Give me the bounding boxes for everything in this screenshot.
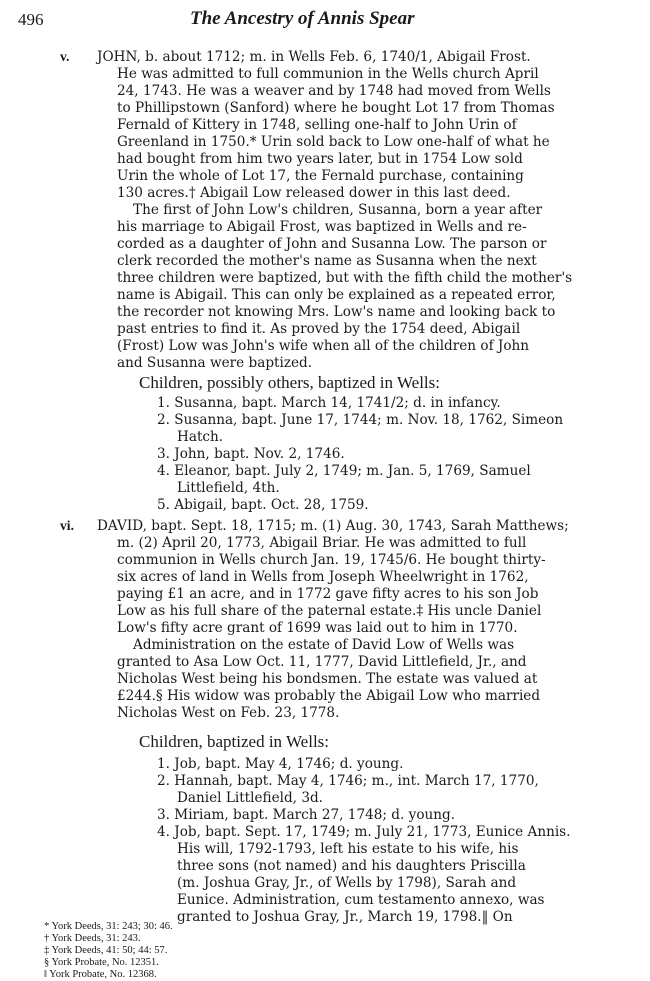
text-line: name is Abigail. This can only be explained as a repeated error, bbox=[117, 287, 556, 303]
list-item: 5. Abigail, bapt. Oct. 28, 1759. bbox=[157, 497, 369, 513]
text-line: Greenland in 1750.* Urin sold back to Low one-half of what he bbox=[117, 134, 550, 150]
text-line: 24, 1743. He was a weaver and by 1748 had moved from Wells bbox=[117, 83, 551, 99]
text-line: £244.§ His widow was probably the Abigail Low who married bbox=[117, 688, 541, 704]
footnote: * York Deeds, 31: 243; 30: 46. bbox=[44, 921, 173, 932]
text-line: communion in Wells church Jan. 19, 1745/6. He bought thirty- bbox=[117, 552, 546, 568]
text-line: Nicholas West on Feb. 23, 1778. bbox=[117, 705, 340, 721]
list-item: (m. Joshua Gray, Jr., of Wells by 1798), Sarah and bbox=[177, 875, 517, 891]
text-line: paying £1 an acre, and in 1772 gave fifty acres to his son Job bbox=[117, 586, 539, 602]
list-item: 1. Job, bapt. May 4, 1746; d. young. bbox=[157, 756, 404, 772]
list-item: 3. John, bapt. Nov. 2, 1746. bbox=[157, 446, 345, 462]
running-title: The Ancestry of Annis Spear bbox=[190, 8, 415, 29]
text-line: DAVID, bapt. Sept. 18, 1715; m. (1) Aug. 30, 1743, Sarah Matthews; bbox=[97, 518, 569, 534]
text-line: The first of John Low's children, Susanna, born a year after bbox=[133, 202, 543, 218]
list-item: 1. Susanna, bapt. March 14, 1741/2; d. in infancy. bbox=[157, 395, 501, 411]
footnote: ‡ York Deeds, 41: 50; 44: 57. bbox=[44, 945, 168, 956]
text-line: the recorder not knowing Mrs. Low's name and looking back to bbox=[117, 304, 556, 320]
text-line: 130 acres.† Abigail Low released dower in this last deed. bbox=[117, 185, 511, 201]
page-number: 496 bbox=[18, 10, 44, 29]
list-item: 2. Hannah, bapt. May 4, 1746; m., int. March 17, 1770, bbox=[157, 773, 539, 789]
text-line: Nicholas West being his bondsmen. The estate was valued at bbox=[117, 671, 538, 687]
entry-label-v: v. bbox=[60, 49, 70, 64]
text-line: Administration on the estate of David Low of Wells was bbox=[133, 637, 515, 653]
list-item: 2. Susanna, bapt. June 17, 1744; m. Nov. 18, 1762, Simeon bbox=[157, 412, 564, 428]
text-line: (Frost) Low was John's wife when all of the children of John bbox=[117, 338, 530, 354]
text-line: three children were baptized, but with the fifth child the mother's bbox=[117, 270, 573, 286]
text-line: corded as a daughter of John and Susanna Low. The parson or bbox=[117, 236, 547, 252]
list-item: granted to Joshua Gray, Jr., March 19, 1798.‖ On bbox=[177, 909, 513, 925]
text-line: Low as his full share of the paternal estate.‡ His uncle Daniel bbox=[117, 603, 542, 619]
text-line: and Susanna were baptized. bbox=[117, 355, 313, 371]
list-item: 4. Eleanor, bapt. July 2, 1749; m. Jan. 5, 1769, Samuel bbox=[157, 463, 531, 479]
text-line: He was admitted to full communion in the Wells church April bbox=[117, 66, 539, 82]
footnote: § York Probate, No. 12351. bbox=[44, 957, 159, 968]
text-line: granted to Asa Low Oct. 11, 1777, David Littlefield, Jr., and bbox=[117, 654, 527, 670]
list-item: 3. Miriam, bapt. March 27, 1748; d. young. bbox=[157, 807, 456, 823]
text-line: m. (2) April 20, 1773, Abigail Briar. He was admitted to full bbox=[117, 535, 527, 551]
footnote: † York Deeds, 31: 243. bbox=[44, 933, 141, 944]
text-line: had bought from him two years later, but in 1754 Low sold bbox=[117, 151, 523, 167]
list-item: Daniel Littlefield, 3d. bbox=[177, 790, 323, 806]
list-item: Eunice. Administration, cum testamento annexo, was bbox=[177, 892, 545, 908]
list-item: His will, 1792-1793, left his estate to his wife, his bbox=[177, 841, 519, 857]
text-line: clerk recorded the mother's name as Susanna when the next bbox=[117, 253, 537, 269]
text-line: his marriage to Abigail Frost, was baptized in Wells and re- bbox=[117, 219, 527, 235]
text-line: Fernald of Kittery in 1748, selling one-half to John Urin of bbox=[117, 117, 517, 133]
list-item: three sons (not named) and his daughters Priscilla bbox=[177, 858, 526, 874]
text-line: to Phillipstown (Sanford) where he bought Lot 17 from Thomas bbox=[117, 100, 555, 116]
text-line: past entries to find it. As proved by the 1754 deed, Abigail bbox=[117, 321, 521, 337]
text-line: Urin the whole of Lot 17, the Fernald purchase, containing bbox=[117, 168, 524, 184]
entry-label-vi: vi. bbox=[60, 518, 74, 533]
children-heading-v: Children, possibly others, baptized in Wells: bbox=[139, 373, 440, 392]
children-heading-vi: Children, baptized in Wells: bbox=[139, 732, 330, 751]
list-item: Hatch. bbox=[177, 429, 224, 445]
list-item: Littlefield, 4th. bbox=[177, 480, 280, 496]
text-line: Low's fifty acre grant of 1699 was laid out to him in 1770. bbox=[117, 620, 518, 636]
text-line: JOHN, b. about 1712; m. in Wells Feb. 6, 1740/1, Abigail Frost. bbox=[97, 49, 531, 65]
text-line: six acres of land in Wells from Joseph Wheelwright in 1762, bbox=[117, 569, 529, 585]
list-item: 4. Job, bapt. Sept. 17, 1749; m. July 21, 1773, Eunice Annis. bbox=[157, 824, 571, 840]
footnote: ‖ York Probate, No. 12368. bbox=[44, 969, 157, 980]
